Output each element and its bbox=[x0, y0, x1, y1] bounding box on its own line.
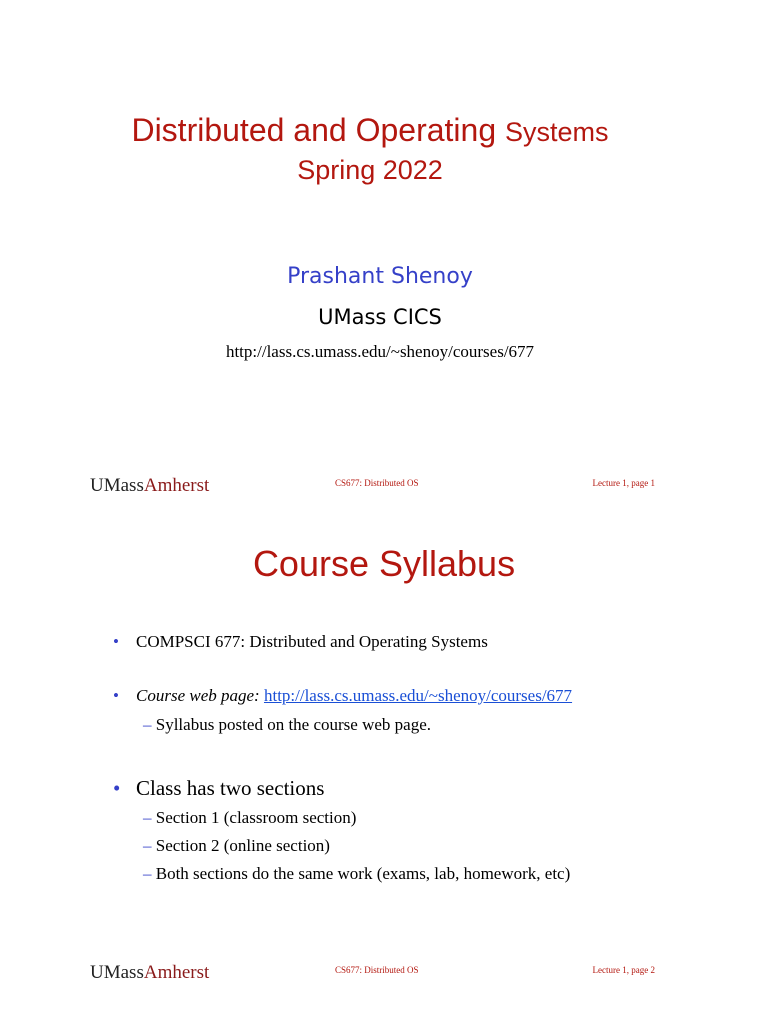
footer-course: CS677: Distributed OS bbox=[335, 965, 419, 975]
dash-icon: – bbox=[143, 715, 152, 734]
bullet-icon: • bbox=[113, 686, 119, 705]
course-url: http://lass.cs.umass.edu/~shenoy/courses/677 bbox=[225, 342, 535, 361]
sub-item-both-sections bbox=[143, 864, 570, 884]
logo-amherst: Amherst bbox=[143, 962, 210, 983]
footer-page: Lecture 1, page 2 bbox=[592, 965, 655, 975]
bullet-text: Class has two sections bbox=[136, 776, 325, 800]
logo-umass: UMass bbox=[90, 962, 144, 983]
logo-umass: UMass bbox=[90, 475, 144, 496]
umass-amherst-logo bbox=[90, 474, 209, 498]
bullet-text bbox=[136, 686, 572, 706]
bullet-text: COMPSCI 677: Distributed and Operating Systems bbox=[136, 632, 488, 651]
title-main: Distributed and Operating bbox=[131, 112, 497, 148]
slide-subtitle: Spring 2022 bbox=[297, 155, 443, 185]
sub-item-text: Section 2 (online section) bbox=[155, 836, 330, 855]
sub-item-text: Section 1 (classroom section) bbox=[155, 808, 357, 827]
dash-icon: – bbox=[143, 808, 152, 827]
dash-icon: – bbox=[143, 836, 152, 855]
syllabus-title: Course Syllabus bbox=[252, 543, 516, 584]
webpage-label: Course web page: bbox=[136, 686, 260, 705]
bullet-icon: • bbox=[113, 632, 119, 651]
sub-item-text: Both sections do the same work (exams, lab, homework, etc) bbox=[155, 864, 571, 883]
footer-page: Lecture 1, page 1 bbox=[592, 478, 655, 488]
affiliation: UMass CICS bbox=[318, 305, 442, 329]
sub-item-syllabus bbox=[143, 715, 431, 735]
title-systems: Systems bbox=[505, 117, 609, 147]
dash-icon: – bbox=[143, 864, 152, 883]
sub-item-section-1 bbox=[143, 808, 356, 828]
sub-item-text: Syllabus posted on the course web page. bbox=[155, 715, 431, 734]
slide-title-heading bbox=[0, 110, 740, 152]
footer-course: CS677: Distributed OS bbox=[335, 478, 419, 488]
logo-amherst: Amherst bbox=[143, 475, 210, 496]
course-web-link[interactable]: http://lass.cs.umass.edu/~shenoy/courses/677 bbox=[263, 686, 573, 705]
sub-item-section-2 bbox=[143, 836, 330, 856]
umass-amherst-logo bbox=[90, 961, 209, 985]
slide-syllabus bbox=[0, 512, 768, 1024]
author-name: Prashant Shenoy bbox=[287, 264, 473, 289]
bullet-icon: • bbox=[113, 776, 121, 800]
